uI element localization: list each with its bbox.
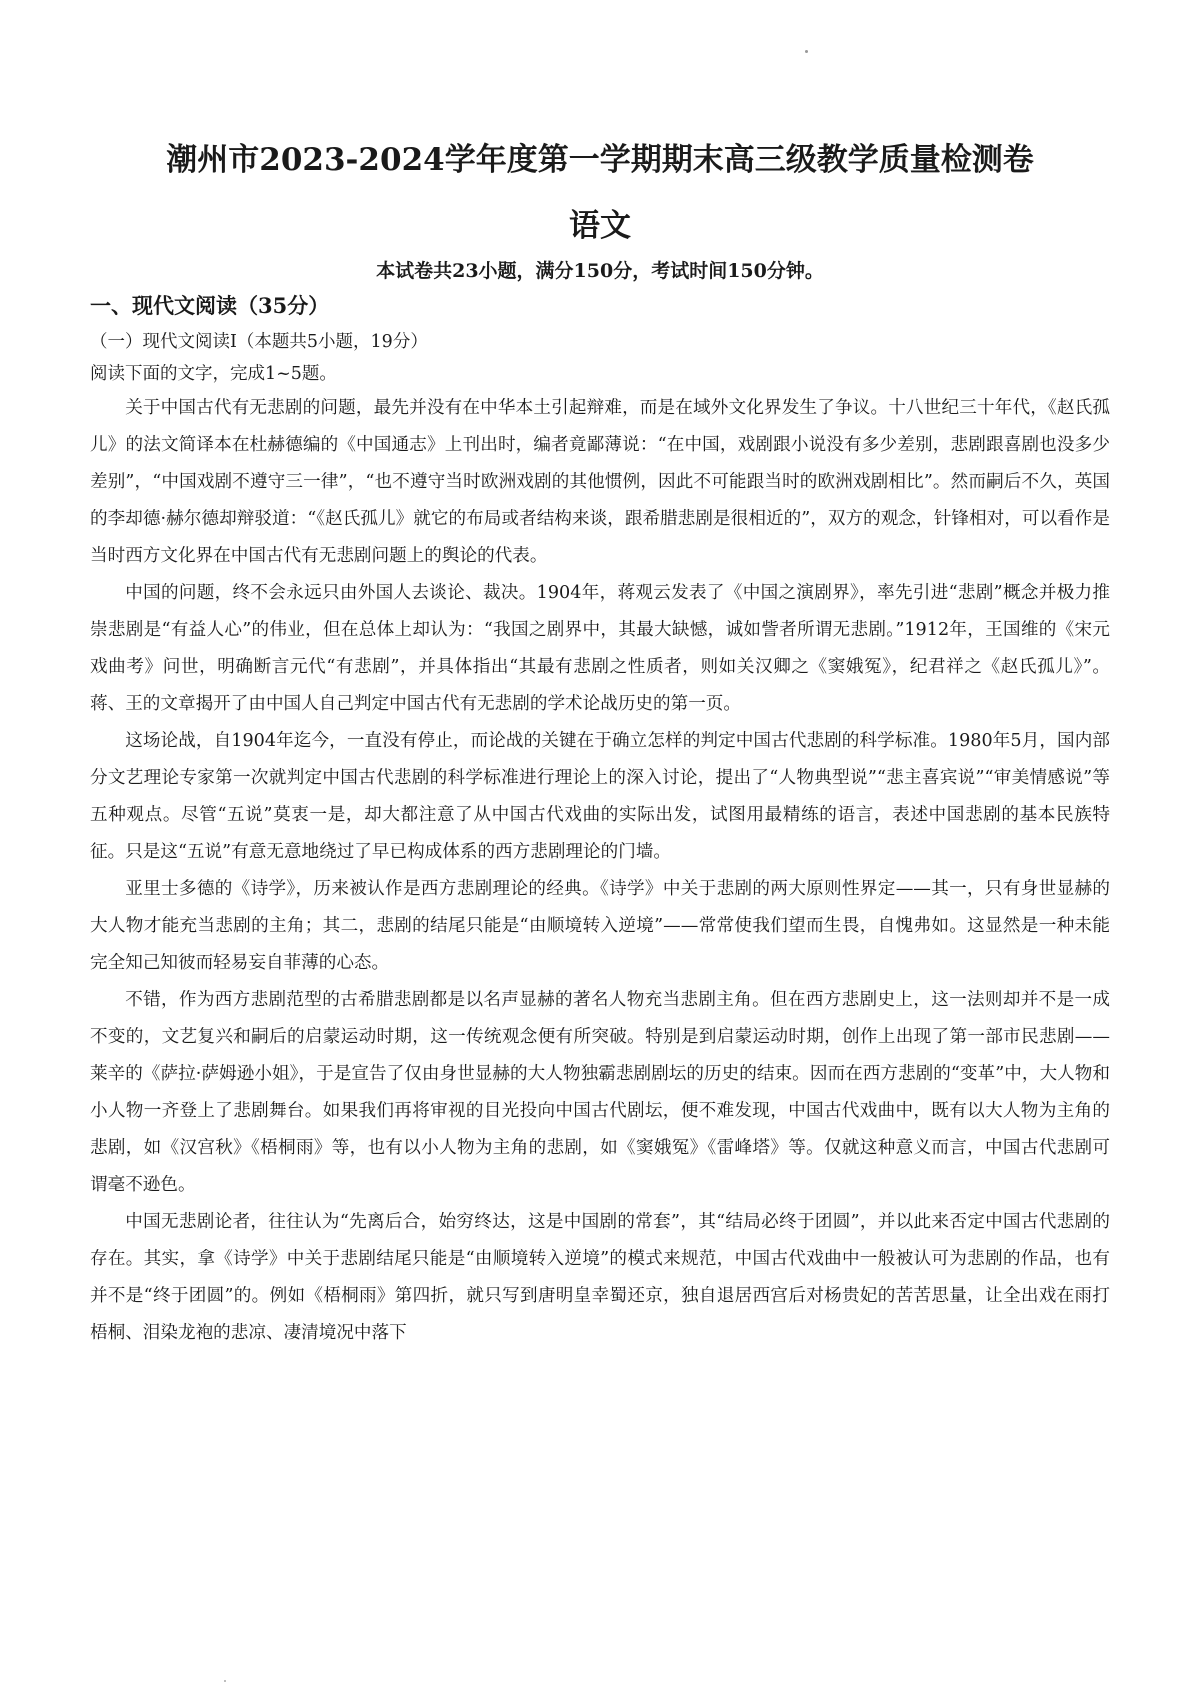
passage-paragraph: 中国无悲剧论者，往往认为“先离后合，始穷终达，这是中国剧的常套”，其“结局必终于团圆”，并以此来否定中国古代悲剧的存在。其实，拿《诗学》中关于悲剧结尾只能是“由顺境转入逆境”的模式来规范，中国古代戏曲中一般被认可为悲剧的作品，也有并不是“终于团圆”的。例如《梧桐雨》第四折，就只写到唐明皇幸蜀还京，独自退居西宫后对杨贵妃的苦苦思量，让全出戏在雨打梧桐、泪染龙袍的悲凉、凄清境况中落下 bbox=[90, 1212, 1110, 1343]
passage-paragraph: 亚里士多德的《诗学》，历来被认作是西方悲剧理论的经典。《诗学》中关于悲剧的两大原则性界定——其一，只有身世显赫的大人物才能充当悲剧的主角；其二，悲剧的结尾只能是“由顺境转入逆境”——常常使我们望而生畏，自愧弗如。这显然是一种未能完全知己知彼而轻易妄自菲薄的心态。 bbox=[90, 879, 1110, 973]
subject-title: 语文 bbox=[569, 208, 631, 244]
scan-speck bbox=[224, 1680, 226, 1682]
exam-info: 本试卷共23小题，满分150分，考试时间150分钟。 bbox=[376, 260, 824, 282]
exam-page bbox=[90, 138, 1110, 1352]
passage-paragraph: 这场论战，自1904年迄今，一直没有停止，而论战的关键在于确立怎样的判定中国古代悲剧的科学标准。1980年5月，国内部分文艺理论专家第一次就判定中国古代悲剧的科学标准进行理论上的深入讨论，提出了“人物典型说”“悲主喜宾说”“审美情感说”等五种观点。尽管“五说”莫衷一是，却大都注意了从中国古代戏曲的实际出发，试图用最精练的语言，表述中国悲剧的基本民族特征。只是这“五说”有意无意地绕过了早已构成体系的西方悲剧理论的门墙。 bbox=[90, 731, 1110, 862]
scan-speck bbox=[805, 50, 808, 53]
reading-instruction: 阅读下面的文字，完成1~5题。 bbox=[90, 364, 337, 384]
reading-passage bbox=[90, 390, 1110, 1352]
passage-paragraph: 关于中国古代有无悲剧的问题，最先并没有在中华本土引起辩难，而是在域外文化界发生了争议。十八世纪三十年代，《赵氏孤儿》的法文简译本在杜赫德编的《中国通志》上刊出时，编者竟鄙薄说：“在中国，戏剧跟小说没有多少差别，悲剧跟喜剧也没多少差别”，“中国戏剧不遵守三一律”，“也不遵守当时欧洲戏剧的其他惯例，因此不可能跟当时的欧洲戏剧相比”。然而嗣后不久，英国的李却德·赫尔德却辩驳道：“《赵氏孤儿》就它的布局或者结构来谈，跟希腊悲剧是很相近的”，双方的观念，针锋相对，可以看作是当时西方文化界在中国古代有无悲剧问题上的舆论的代表。 bbox=[90, 398, 1110, 566]
passage-paragraph: 不错，作为西方悲剧范型的古希腊悲剧都是以名声显赫的著名人物充当悲剧主角。但在西方悲剧史上，这一法则却并不是一成不变的，文艺复兴和嗣后的启蒙运动时期，这一传统观念便有所突破。特别是到启蒙运动时期，创作上出现了第一部市民悲剧——莱辛的《萨拉·萨姆逊小姐》，于是宣告了仅由身世显赫的大人物独霸悲剧剧坛的历史的结束。因而在西方悲剧的“变革”中，大人物和小人物一齐登上了悲剧舞台。如果我们再将审视的目光投向中国古代剧坛，便不难发现，中国古代戏曲中，既有以大人物为主角的悲剧，如《汉宫秋》《梧桐雨》等，也有以小人物为主角的悲剧，如《窦娥冤》《雷峰塔》等。仅就这种意义而言，中国古代悲剧可谓毫不逊色。 bbox=[90, 990, 1110, 1195]
sub-section-heading: （一）现代文阅读Ⅰ（本题共5小题，19分） bbox=[90, 332, 428, 352]
section-heading: 一、现代文阅读（35分） bbox=[90, 293, 330, 318]
passage-paragraph: 中国的问题，终不会永远只由外国人去谈论、裁决。1904年，蒋观云发表了《中国之演剧界》，率先引进“悲剧”概念并极力推崇悲剧是“有益人心”的伟业，但在总体上却认为：“我国之剧界中，其最大缺憾，诚如訾者所谓无悲剧。”1912年，王国维的《宋元戏曲考》问世，明确断言元代“有悲剧”，并具体指出“其最有悲剧之性质者，则如关汉卿之《窦娥冤》，纪君祥之《赵氏孤儿》”。蒋、王的文章揭开了由中国人自己判定中国古代有无悲剧的学术论战历史的第一页。 bbox=[90, 583, 1110, 714]
exam-title: 潮州市2023-2024学年度第一学期期末高三级教学质量检测卷 bbox=[166, 142, 1034, 178]
